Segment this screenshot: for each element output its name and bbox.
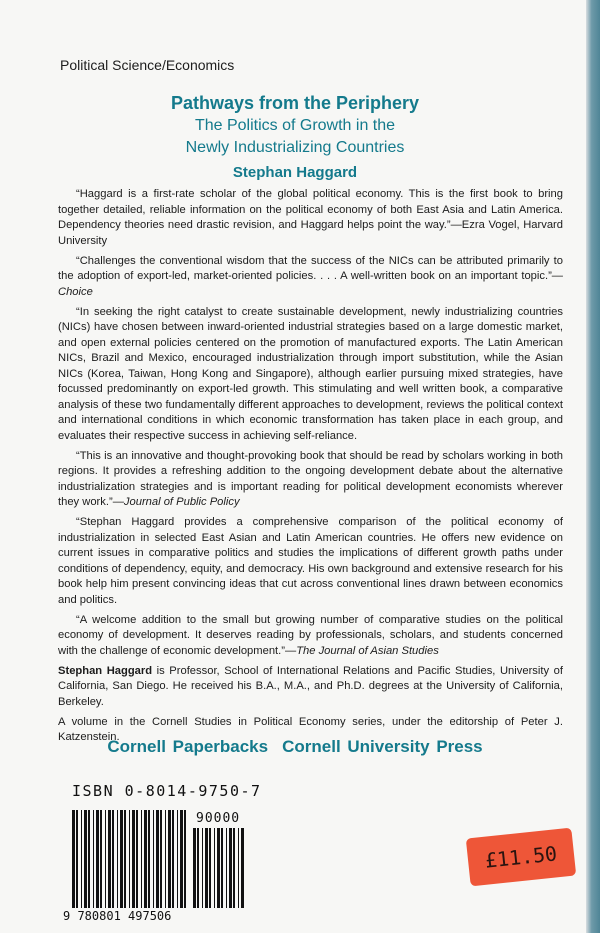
barcode-bar	[177, 810, 178, 908]
barcode-bar	[153, 810, 154, 908]
barcode	[60, 808, 260, 923]
author-bio	[58, 664, 563, 711]
author-bio-text: is Professor, School of International Relations and Pacific Studies, University of California, San Diego. He received his B.A., M.A., and Ph.D. degrees at the University of California, Berkeley.	[58, 664, 563, 708]
quote-text: “A welcome addition to the small but growing number of comparative studies on the political economy of development. It deserves reading by professionals, scholars, and students concerned with the challenge of economic development.”—	[58, 613, 563, 657]
description-text: “In seeking the right catalyst to create sustainable development, newly industrializing countries (NICs) have chosen between inward-oriented industrial strategies based on a large domestic market, and open external policies centered on the promotion of manufactured exports. The Latin American NICs, Brazil and Mexico, encouraged industrialization through import substitution, while the Asian NICs (Korea, Taiwan, Hong Kong and Singapore), although earlier pursuing mixed strategies, have focussed predominantly on export-led growth. This stimulating and well written book, a comparative analysis of these two fundamentally different approaches to development, reviews the political context and international conditions in which economic transformation has taken place in each group, and evaluates their respective success in achieving self-reliance.	[58, 305, 563, 442]
cover-edge	[586, 0, 600, 933]
quote-paragraph	[58, 187, 563, 249]
barcode-bar	[136, 810, 138, 908]
barcode-bar	[205, 828, 208, 908]
book-author: Stephan Haggard	[232, 164, 358, 181]
quote-text: “This is an innovative and thought-provoking book that should be read by scholars working in both regions. It provides a refreshing addition to the ongoing development debate about the alternative industrialization strategies and is important reading for political development economists wherever they work.”—	[58, 449, 563, 508]
book-title: Pathways from the Periphery	[170, 93, 420, 113]
barcode-bar	[180, 810, 183, 908]
book-subtitle-line-2: Newly Industrializing Countries	[185, 139, 405, 156]
barcode-bar	[124, 810, 126, 908]
barcode-bar	[88, 810, 90, 908]
barcode-bar	[226, 828, 227, 908]
publisher-line	[60, 737, 530, 757]
description-paragraph	[58, 305, 563, 445]
barcode-bar	[209, 828, 211, 908]
blurb-text	[58, 187, 563, 750]
barcode-bar	[165, 810, 166, 908]
barcode-bar	[129, 810, 130, 908]
barcode-bar	[141, 810, 142, 908]
barcode-bar	[84, 810, 87, 908]
barcode-bar	[214, 828, 215, 908]
barcode-bar	[108, 810, 111, 908]
barcode-bar	[160, 810, 162, 908]
quote-paragraph	[58, 254, 563, 301]
barcode-bar	[217, 828, 220, 908]
barcode-price-code: 90000	[196, 811, 241, 826]
book-subtitle-line-1: The Politics of Growth in the	[194, 117, 396, 134]
barcode-bar	[229, 828, 232, 908]
barcode-bar	[96, 810, 99, 908]
barcode-bar	[238, 828, 239, 908]
barcode-bar	[72, 810, 75, 908]
quote-source: The Journal of Asian Studies	[296, 644, 439, 657]
barcode-bar	[76, 810, 78, 908]
barcode-bar	[100, 810, 102, 908]
barcode-bar	[233, 828, 235, 908]
barcode-number: 9 780801 497506	[63, 909, 172, 923]
barcode-bar	[197, 828, 199, 908]
barcode-bar	[117, 810, 118, 908]
barcode-bar	[81, 810, 82, 908]
barcode-bar	[120, 810, 123, 908]
barcode-bar	[184, 810, 186, 908]
barcode-bar	[241, 828, 244, 908]
barcode-bar	[172, 810, 174, 908]
quote-source: Choice	[58, 285, 93, 298]
isbn-label: ISBN 0-8014-9750-7	[72, 782, 262, 800]
barcode-bar	[132, 810, 135, 908]
description-paragraph	[58, 515, 563, 608]
title-block	[60, 92, 530, 183]
barcode-bar	[193, 828, 196, 908]
barcode-bar	[168, 810, 171, 908]
barcode-bar	[148, 810, 150, 908]
publisher-name: Cornell University Press	[282, 737, 483, 756]
price-sticker-text: £11.50	[483, 841, 559, 873]
barcode-graphic	[60, 808, 260, 923]
quote-paragraph	[58, 613, 563, 660]
barcode-bar	[221, 828, 223, 908]
barcode-bar	[202, 828, 203, 908]
publisher-imprint: Cornell Paperbacks	[107, 737, 269, 756]
quote-text: “Haggard is a first-rate scholar of the global political economy. This is the first book to bring together detailed, reliable information on the political economy of both East Asia and Latin America. Dependency theories need drastic revision, and Haggard helps point the way.”—Ezra Vogel, Harvard University	[58, 188, 563, 247]
quote-paragraph	[58, 449, 563, 511]
barcode-bar	[156, 810, 159, 908]
quote-text: “Challenges the conventional wisdom that the success of the NICs can be attributed primarily to the adoption of export-led, market-oriented policies. . . . A well-written book on an important topic.”—	[58, 254, 563, 282]
author-bio-name: Stephan Haggard	[58, 664, 153, 677]
subject-category: Political Science/Economics	[60, 57, 235, 73]
description-text: “Stephan Haggard provides a comprehensive comparison of the political economy of industrialization in selected East Asian and Latin American countries. He offers new evidence on current issues in comparative politics and studies the implications of different growth paths under conditions of dependency, equity, and democracy. His own background and extensive research for his book help him present convincing ideas that cut across conventional lines drawn between economics and politics.	[58, 516, 563, 606]
series-note: A volume in the Cornell Studies in Political Economy series, under the editorship of Peter J. Katzenstein.	[58, 715, 563, 743]
barcode-bar	[93, 810, 94, 908]
barcode-bar	[105, 810, 106, 908]
quote-source: Journal of Public Policy	[123, 496, 240, 508]
barcode-bar	[112, 810, 114, 908]
barcode-bar	[144, 810, 147, 908]
